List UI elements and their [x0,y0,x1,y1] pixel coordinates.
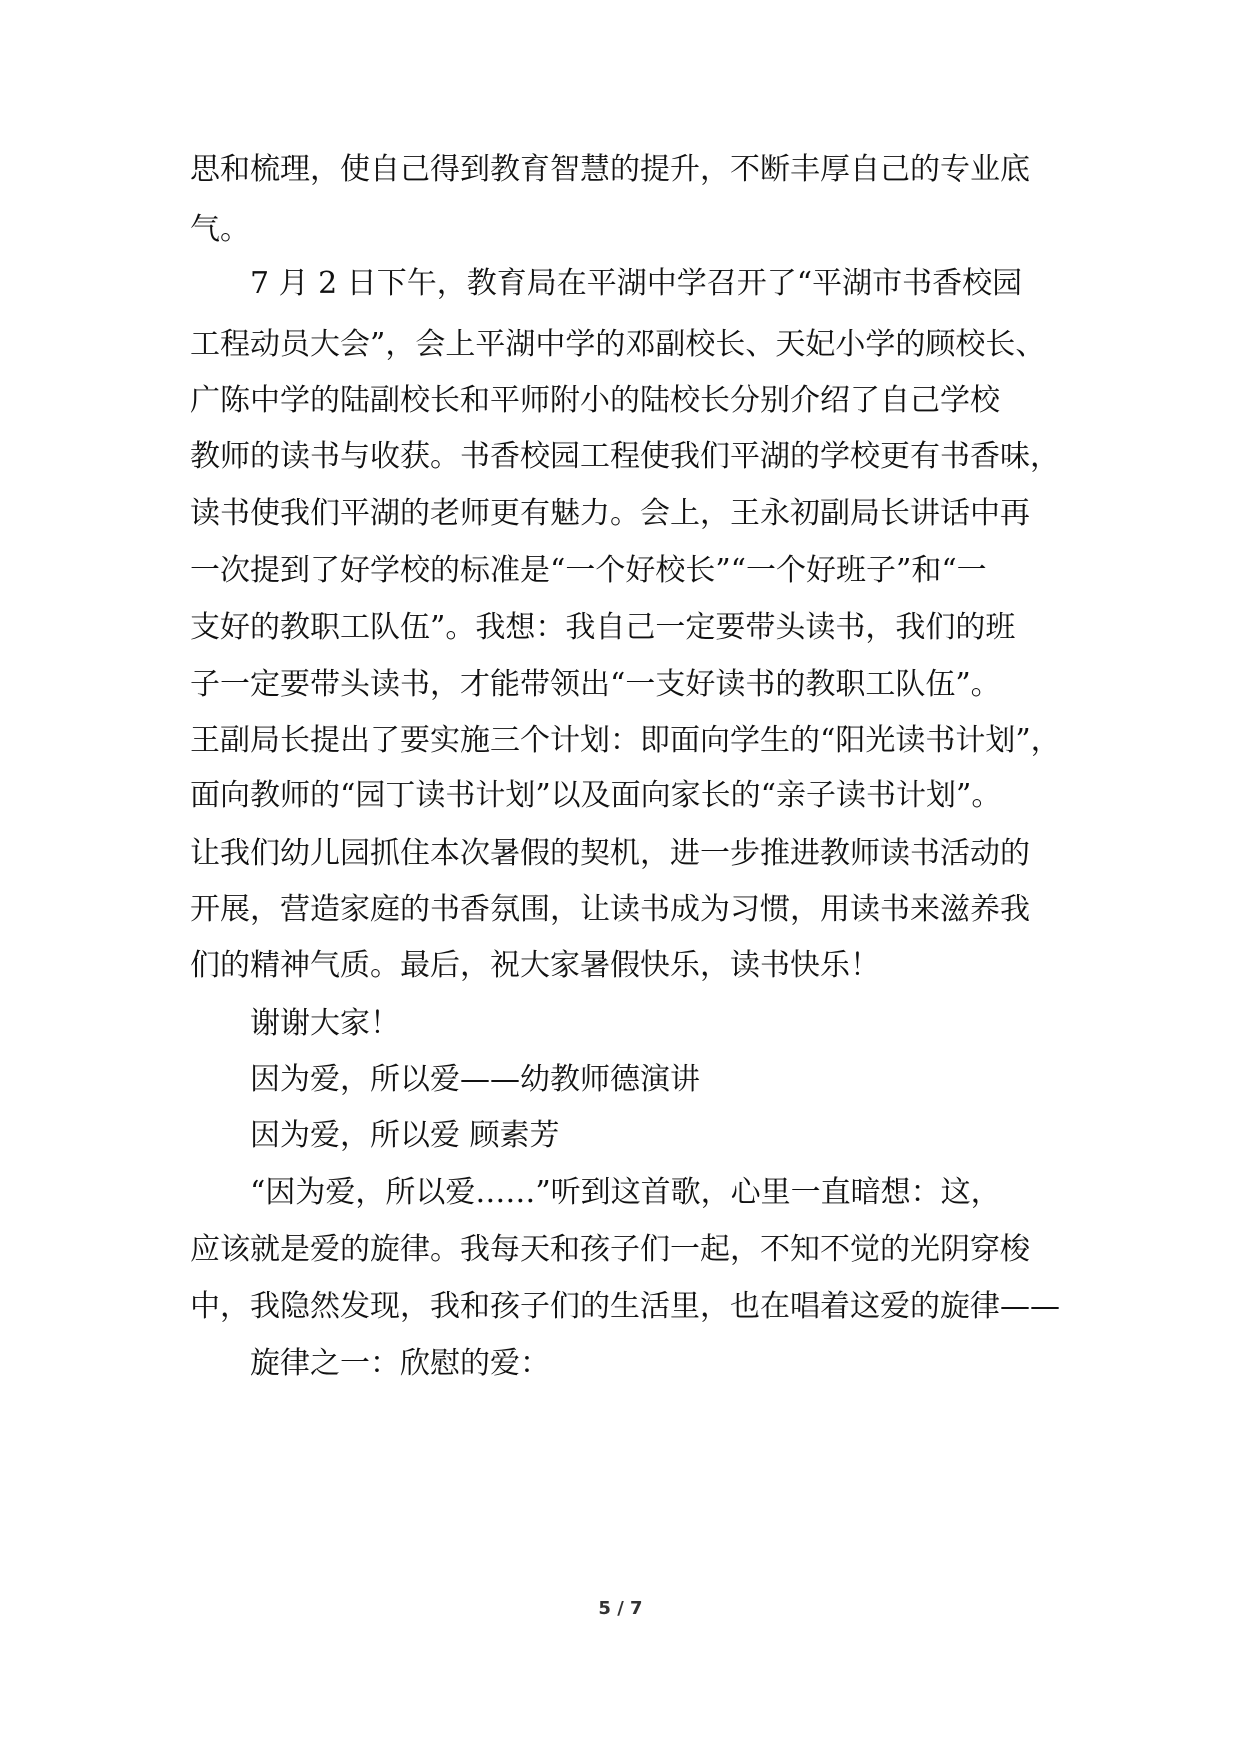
text-line: 们的精神气质。最后，祝大家暑假快乐，读书快乐！ [190,948,880,983]
text-line: “因为爱，所以爱……”听到这首歌，心里一直暗想：这， [250,1175,1001,1210]
text-line: 一次提到了好学校的标准是“一个好校长”“一个好班子”和“一 [190,553,987,588]
text-line: 谢谢大家！ [250,1006,400,1041]
text-line: 中，我隐然发现，我和孩子们的生活里，也在唱着这爱的旋律—— [190,1289,1060,1324]
text-line: 让我们幼儿园抓住本次暑假的契机，进一步推进教师读书活动的 [190,836,1030,871]
text-line: 应该就是爱的旋律。我每天和孩子们一起，不知不觉的光阴穿梭 [190,1232,1030,1267]
text-line: 7 月 2 日下午，教育局在平湖中学召开了“平湖市书香校园 [250,266,1023,301]
text-line: 子一定要带头读书，才能带领出“一支好读书的教职工队伍”。 [190,667,1001,702]
text-line: 王副局长提出了要实施三个计划：即面向学生的“阳光读书计划”， [190,723,1061,758]
text-line: 旋律之一：欣慰的爱： [250,1346,550,1381]
text-line: 面向教师的“园丁读书计划”以及面向家长的“亲子读书计划”。 [190,778,1002,813]
heading: 因为爱，所以爱——幼教师德演讲 [250,1062,700,1097]
text-line: 工程动员大会”，会上平湖中学的邓副校长、天妃小学的顾校长、 [190,327,1046,362]
text-line: 思和梳理，使自己得到教育智慧的提升，不断丰厚自己的专业底 [190,152,1030,187]
text-line: 开展，营造家庭的书香氛围，让读书成为习惯，用读书来滋养我 [190,892,1030,927]
text-line: 教师的读书与收获。书香校园工程使我们平湖的学校更有书香味， [190,439,1060,474]
text-line: 支好的教职工队伍”。我想：我自己一定要带头读书，我们的班 [190,610,1016,645]
text-line: 气。 [190,212,250,247]
subheading: 因为爱，所以爱 顾素芳 [250,1118,560,1153]
text-line: 广陈中学的陆副校长和平师附小的陆校长分别介绍了自己学校 [190,383,1000,418]
page-number: 5 / 7 [598,1598,643,1619]
text-line: 读书使我们平湖的老师更有魅力。会上，王永初副局长讲话中再 [190,496,1030,531]
